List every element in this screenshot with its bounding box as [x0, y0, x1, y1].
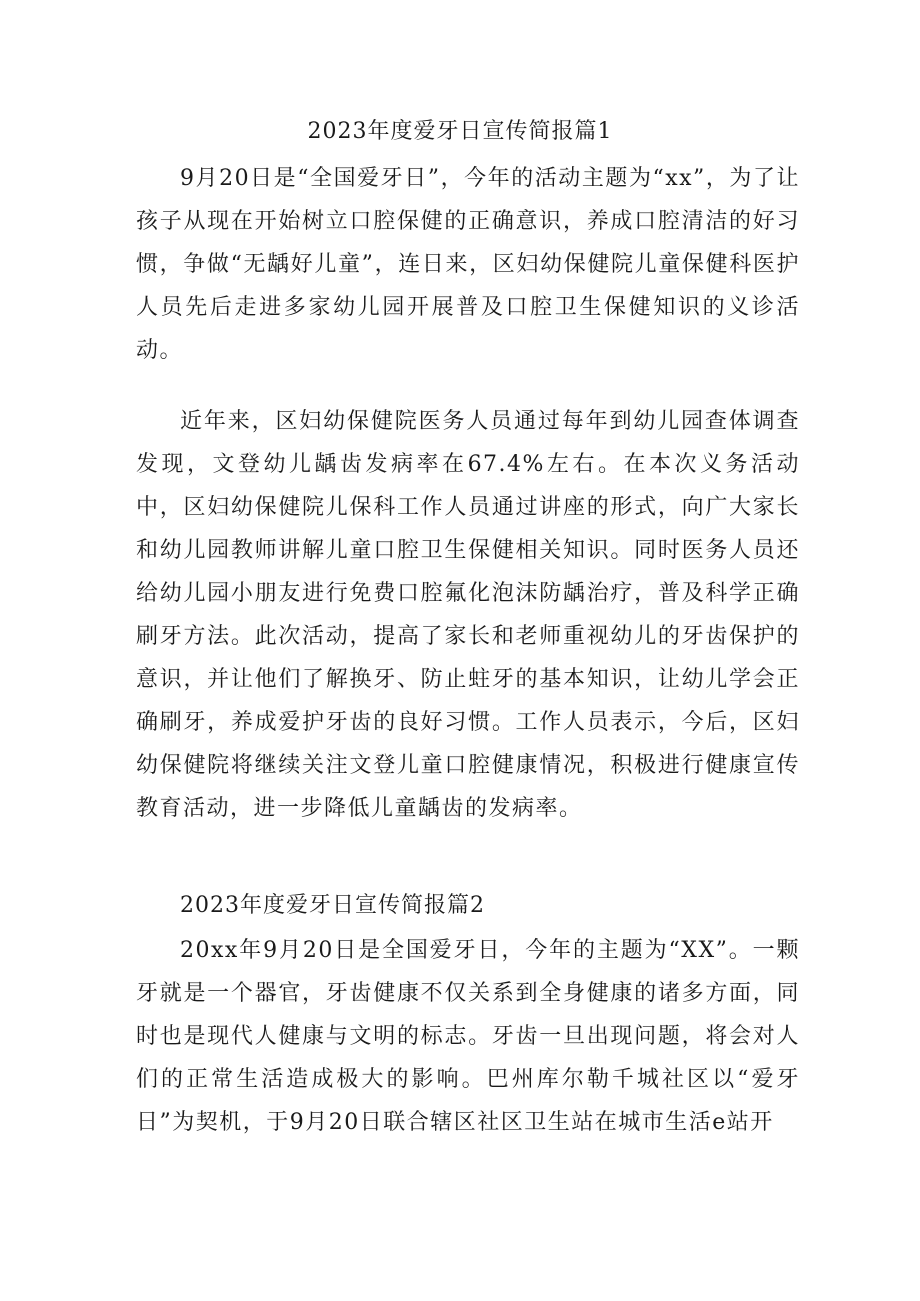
paragraph-1: 9月20日是“全国爱牙日”，今年的活动主题为“xx”，为了让孩子从现在开始树立口腔保健的正确意识，养成口腔清洁的好习惯，争做“无龋好儿童”，连日来，区妇幼保健院儿童保健科医护人员先后走进多家幼儿园开展普及口腔卫生保健知识的义诊活动。	[136, 166, 800, 363]
paragraph-2: 近年来，区妇幼保健院医务人员通过每年到幼儿园查体调查发现，文登幼儿龋齿发病率在67.4%左右。在本次义务活动中，区妇幼保健院儿保科工作人员通过讲座的形式，向广大家长和幼儿园教师讲解儿童口腔卫生保健相关知识。同时医务人员还给幼儿园小朋友进行免费口腔氟化泡沫防龋治疗，普及科学正确刷牙方法。此次活动，提高了家长和老师重视幼儿的牙齿保护的意识，并让他们了解换牙、防止蛀牙的基本知识，让幼儿学会正确刷牙，养成爱护牙齿的良好习惯。工作人员表示，今后，区妇幼保健院将继续关注文登儿童口腔健康情况，积极进行健康宣传教育活动，进一步降低儿童龋齿的发病率。	[136, 409, 800, 821]
paragraph-3: 20xx年9月20日是全国爱牙日，今年的主题为“XX”。一颗牙就是一个器官，牙齿健康不仅关系到全身健康的诸多方面，同时也是现代人健康与文明的标志。牙齿一旦出现问题，将会对人们的正常生活造成极大的影响。巴州库尔勒千城社区以“爱牙日”为契机，于9月20日联合辖区社区卫生站在城市生活e站开	[136, 938, 800, 1135]
section-title-1: 2023年度爱牙日宣传简报篇1	[307, 119, 613, 144]
section-title-2: 2023年度爱牙日宣传简报篇2	[180, 893, 485, 918]
